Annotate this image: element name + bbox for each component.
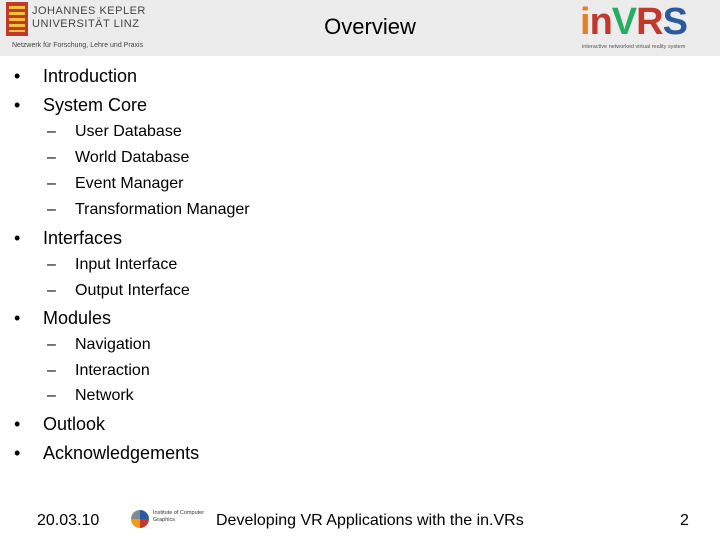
institute-logo-text: Institute of Computer Graphics	[153, 510, 205, 523]
page-number: 2	[680, 512, 689, 529]
invrs-tagline: interactive networked virtual reality system	[582, 44, 686, 50]
institute-logo	[131, 508, 215, 530]
bullet-icon: •	[14, 228, 21, 248]
dash-icon: –	[47, 336, 56, 353]
bullet-icon: •	[14, 308, 21, 328]
dash-icon: –	[47, 282, 56, 299]
jku-wordmark: JOHANNES KEPLER UNIVERSITÄT LINZ	[32, 5, 146, 30]
invrs-wordmark: inVRS	[580, 1, 687, 43]
slide-header	[0, 0, 720, 56]
dash-icon: –	[47, 387, 56, 404]
bullet-icon: •	[14, 66, 21, 86]
footer-date: 20.03.10	[37, 512, 100, 529]
dash-icon: –	[47, 123, 56, 140]
bullet-icon: •	[14, 95, 21, 115]
bullet-icon: •	[14, 443, 21, 463]
dash-icon: –	[47, 256, 56, 273]
bullet-icon: •	[14, 414, 21, 434]
dash-icon: –	[47, 175, 56, 192]
footer-title: Developing VR Applications with the in.VRs	[216, 512, 524, 529]
dash-icon: –	[47, 362, 56, 379]
slide-title: Overview	[324, 14, 416, 39]
dash-icon: –	[47, 201, 56, 218]
institute-logo-icon	[131, 510, 149, 528]
invrs-logo	[580, 2, 710, 52]
dash-icon: –	[47, 149, 56, 166]
jku-subline: Netzwerk für Forschung, Lehre und Praxis	[12, 42, 144, 49]
